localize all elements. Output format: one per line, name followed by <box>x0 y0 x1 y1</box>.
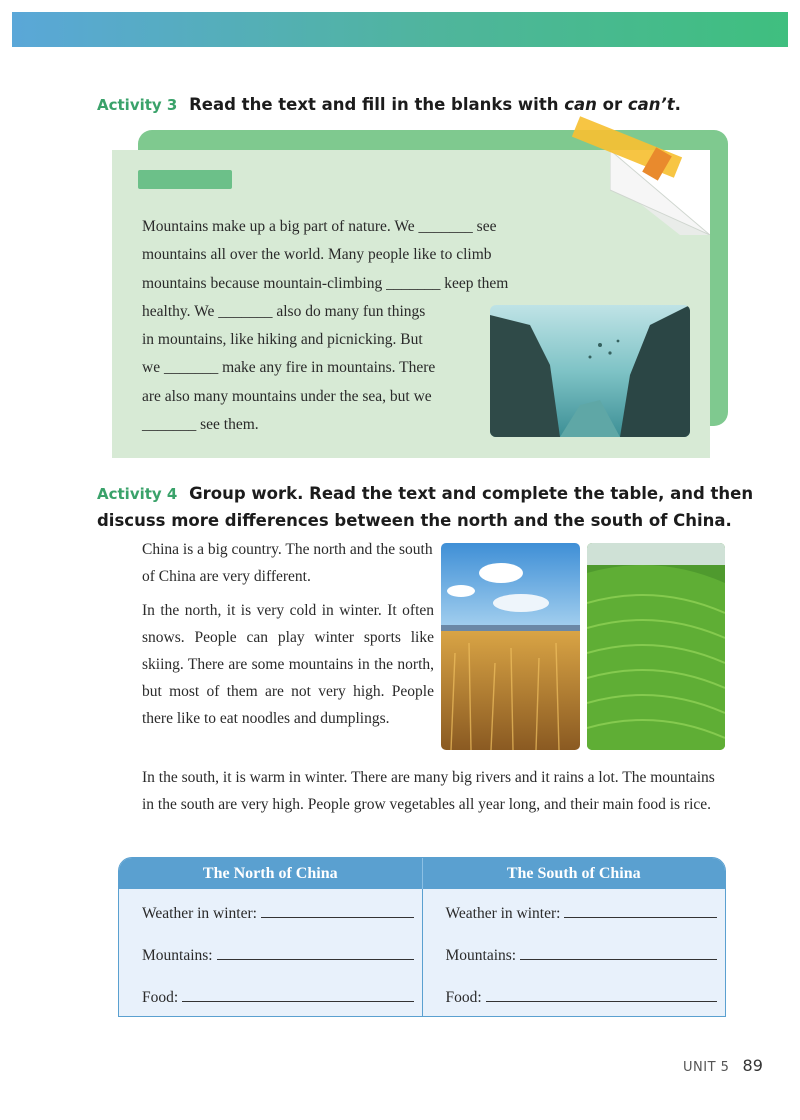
activity4-instruction-line2: discuss more differences between the north and the south of China. <box>97 511 732 530</box>
south-food-blank[interactable] <box>486 987 717 1002</box>
word-can: can <box>564 95 597 114</box>
header-south: The South of China <box>422 858 726 889</box>
passage-line: _______ see them. <box>142 416 259 434</box>
card-label-strip <box>138 170 232 189</box>
paragraph-intro: China is a big country. The north and the south of China are very different. <box>142 541 433 585</box>
activity3-instruction: Read the text and fill in the blanks with <box>189 95 565 114</box>
north-weather-row <box>142 903 414 923</box>
unit-label: UNIT 5 <box>683 1060 730 1075</box>
field-label: Weather in winter: <box>142 905 257 922</box>
header-banner <box>12 12 788 47</box>
south-column <box>422 889 726 1016</box>
field-label: Mountains: <box>445 947 517 964</box>
header-north: The North of China <box>202 864 338 882</box>
south-weather-blank[interactable] <box>564 903 717 918</box>
south-mountains-row <box>446 945 718 965</box>
north-food-row <box>142 987 414 1007</box>
passage-line: in mountains, like hiking and picnicking. But <box>142 331 423 349</box>
south-weather-row <box>446 903 718 923</box>
north-column <box>119 889 422 1016</box>
paragraph-south: In the south, it is warm in winter. There are many big rivers and it rains a lot. The mountains in the south are very high. People grow vegetables all year long, and their main food is rice. <box>142 769 715 813</box>
wheat-field-image <box>441 543 580 750</box>
field-label: Weather in winter: <box>445 905 561 922</box>
passage-line: Mountains make up a big part of nature. We _______ see <box>142 218 497 235</box>
page-footer <box>683 1056 763 1075</box>
north-food-blank[interactable] <box>182 987 413 1002</box>
conj-or: or <box>596 95 628 114</box>
word-cant: can’t <box>627 95 675 114</box>
period: . <box>674 95 681 114</box>
activity4-heading <box>97 480 753 508</box>
passage-line: are also many mountains under the sea, but we <box>142 387 432 405</box>
paragraph-north: In the north, it is very cold in winter. It often snows. People can play winter sports like skiing. There are some mountains in the north, but most of them are not very high. People there like to eat noodles and dumplings. <box>142 602 434 727</box>
underwater-canyon-image <box>490 305 690 437</box>
field-label: Food: <box>445 989 482 1006</box>
field-label: Food: <box>142 989 179 1006</box>
page-number: 89 <box>742 1056 763 1075</box>
rice-terrace-image <box>587 543 725 750</box>
activity3-heading <box>97 91 681 119</box>
north-mountains-blank[interactable] <box>217 945 414 960</box>
passage-line: we _______ make any fire in mountains. There <box>142 359 436 377</box>
activity4-label: Activity 4 <box>97 485 178 503</box>
activity3-label: Activity 3 <box>97 96 178 114</box>
passage-line: healthy. We _______ also do many fun things <box>142 302 426 320</box>
comparison-table <box>118 857 726 1017</box>
passage-line: mountains because mountain-climbing _______ keep them <box>142 274 509 292</box>
north-weather-blank[interactable] <box>261 903 414 918</box>
field-label: Mountains: <box>142 947 213 964</box>
south-mountains-blank[interactable] <box>520 945 717 960</box>
activity4-instruction-line1: Group work. Read the text and complete the table, and then <box>189 484 754 503</box>
north-mountains-row <box>142 945 414 965</box>
passage-line: mountains all over the world. Many people like to climb <box>142 246 492 264</box>
south-food-row <box>446 987 718 1007</box>
table-header <box>119 858 725 889</box>
